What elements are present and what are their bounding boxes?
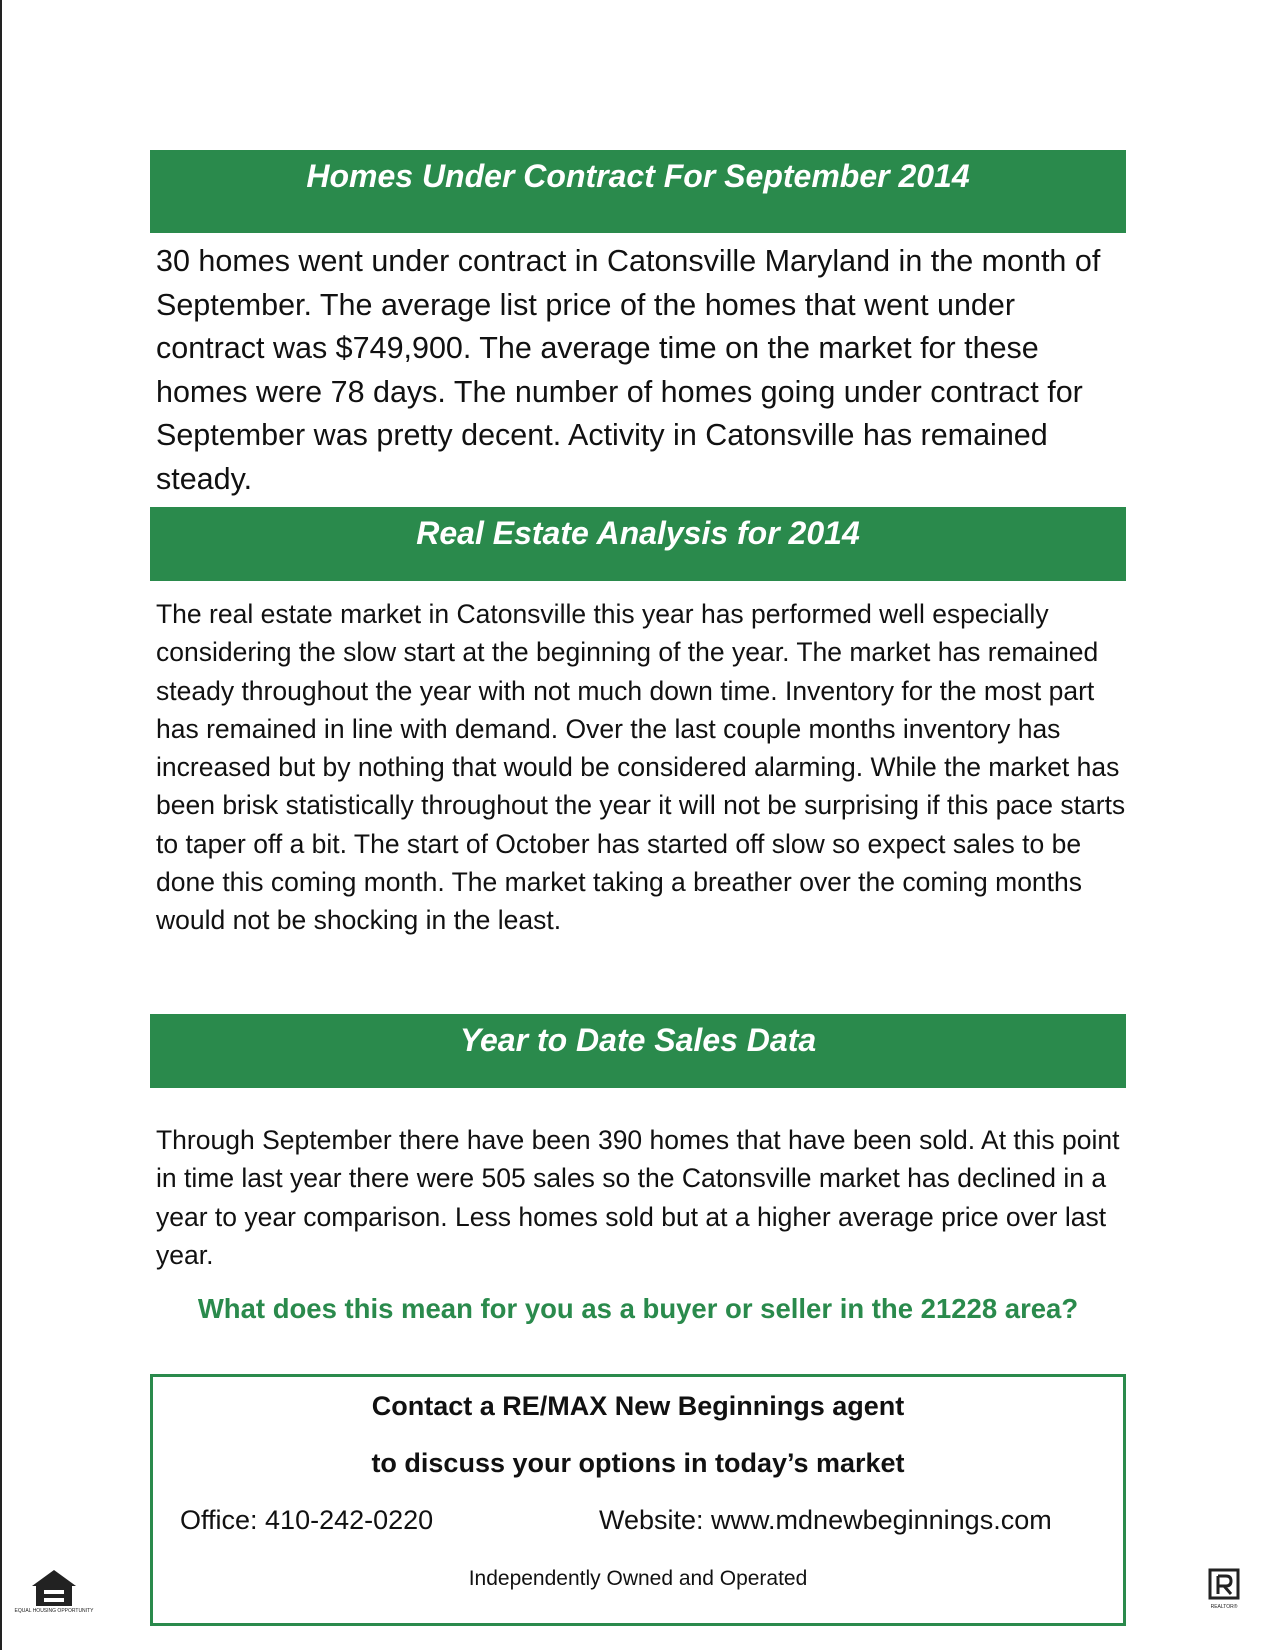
- contact-subline: to discuss your options in today’s market: [371, 1448, 905, 1478]
- section-heading-contract: Homes Under Contract For September 2014: [150, 150, 1126, 233]
- website-link[interactable]: Website: www.mdnewbeginnings.com: [599, 1505, 1052, 1535]
- equal-housing-icon: [14, 1568, 94, 1618]
- realtor-label: REALTOR®: [1210, 1604, 1238, 1610]
- section-heading-analysis: Real Estate Analysis for 2014: [150, 507, 1126, 581]
- realtor-icon: [1206, 1568, 1250, 1618]
- contact-box: [150, 1374, 1126, 1626]
- section-body-analysis: The real estate market in Catonsville this year has performed well especially considering the slow start at the beginning of the year. The market has remained steady throughout the year with not much down time. Inventory for the most part has remained in line with demand. Over the last couple months inventory has increased but by nothing that would be considered alarming. While the market has been brisk statistically throughout the year it will not be surprising if this pace starts to taper off a bit. The start of October has started off slow so expect sales to be done this coming month. The market taking a breather over the coming months would not be shocking in the least.: [156, 599, 1126, 936]
- contact-headline: Contact a RE/MAX New Beginnings agent: [371, 1391, 905, 1421]
- buyer-seller-question: What does this mean for you as a buyer or seller in the 21228 area?: [197, 1293, 1079, 1324]
- office-phone: Office: 410-242-0220: [180, 1505, 434, 1535]
- equal-housing-label: EQUAL HOUSING OPPORTUNITY: [14, 1608, 94, 1614]
- section-heading-ytd: Year to Date Sales Data: [150, 1014, 1126, 1088]
- left-border-rule: [0, 0, 2, 1650]
- section-body-ytd: Through September there have been 390 homes that have been sold. At this point in time last year there were 505 sales so the Catonsville market has declined in a year to year comparison. Less homes sold but at a higher average price over last year.: [156, 1125, 1120, 1270]
- independent-notice: Independently Owned and Operated: [468, 1567, 808, 1590]
- section-body-contract: 30 homes went under contract in Catonsville Maryland in the month of September. The average list price of the homes that went under contract was $749,900. The average time on the market for these homes were 78 days. The number of homes going under contract for September was pretty decent. Activity in Catonsville has remained steady.: [156, 244, 1101, 496]
